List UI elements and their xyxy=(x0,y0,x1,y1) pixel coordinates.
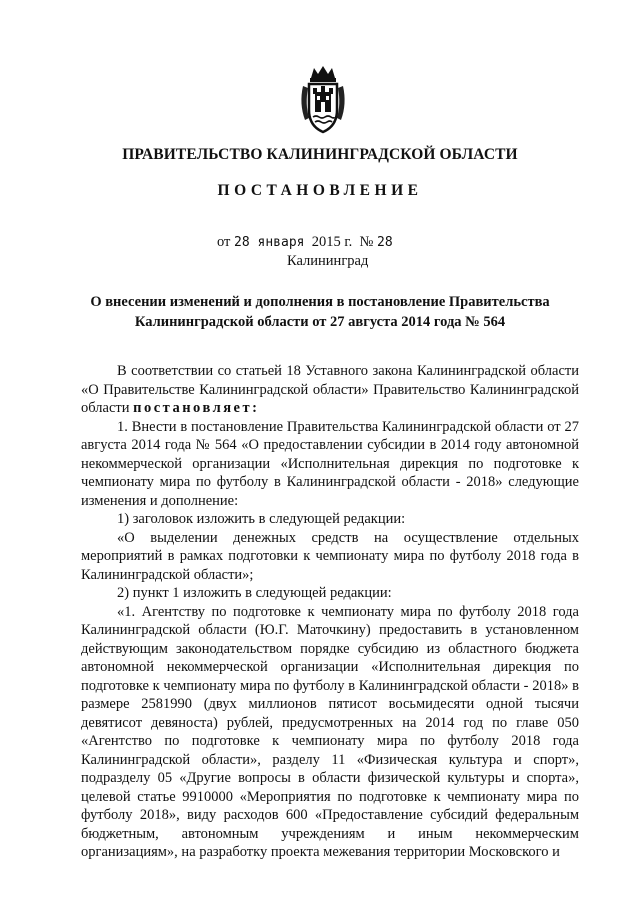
paragraph-3: «О выделении денежных средств на осуществление отдельных мероприятий в рамках подготовки к чемпионату мира по футболу 2018 года в Калининградской области»; xyxy=(81,529,579,583)
document-number: 28 xyxy=(377,235,393,250)
date-day-month: 28 января xyxy=(234,235,305,250)
preamble-text: В соответствии со статьей 18 Уставного закона Калининградской области «О Правительстве Калининградской области» Правительство Калининградской области xyxy=(81,363,579,416)
government-name: ПРАВИТЕЛЬСТВО КАЛИНИНГРАДСКОЙ ОБЛАСТИ xyxy=(122,146,518,163)
date-prefix: от xyxy=(217,234,231,250)
paragraph-preamble xyxy=(81,362,579,418)
title-line-1: О внесении изменений и дополнения в постановление Правительства xyxy=(90,294,550,310)
paragraph-5: «1. Агентству по подготовке к чемпионату мира по футболу 2018 года Калининградской области (Ю.Г. Маточкину) предоставить в установленном действующим законодательством порядке субсидию из областного бюджета автономной некоммерческой организации «Исполнительная дирекция по подготовке к чемпионату мира по футболу в Калининградской области - 2018» в размере 2581990 (двух миллионов пятисот восьмидесяти одной тысячи девятисот девяноста) рублей, предусмотренных на 2014 год по главе 050 «Агентство по подготовке к чемпионату мира по футболу 2018 года Калининградской области», разделу 11 «Физическая культура и спорт», подразделу 05 «Другие вопросы в области физической культуры и спорта», целевой статье 9910000 «Мероприятия по подготовке к чемпионату мира по футболу 2018», виду расходов 600 «Предоставление субсидий федеральным бюджетным, автономным учреждениям и иным некоммерческим организациям», на разработку проекта межевания территории Московского и xyxy=(81,603,579,860)
date-line xyxy=(217,234,393,251)
coat-of-arms-icon xyxy=(297,64,349,136)
city: Калининград xyxy=(287,253,369,269)
number-prefix: № xyxy=(359,234,374,250)
preamble-decree: постановляет: xyxy=(133,400,260,416)
document-type: ПОСТАНОВЛЕНИЕ xyxy=(217,182,423,199)
paragraph-1: 1. Внести в постановление Правительства Калининградской области от 27 августа 2014 года № 564 «О предоставлении субсидии в 2014 году автономной некоммерческой организации «Исполнительная дирекция по подготовке к чемпионату мира по футболу в Калининградской области - 2018» следующие изменения и дополнение: xyxy=(81,418,579,509)
date-year: 2015 г. xyxy=(311,234,353,250)
title-line-2: Калининградской области от 27 августа 2014 года № 564 xyxy=(134,314,506,330)
paragraph-4: 2) пункт 1 изложить в следующей редакции: xyxy=(117,585,392,601)
document-body xyxy=(81,362,579,862)
paragraph-2: 1) заголовок изложить в следующей редакции: xyxy=(117,511,406,527)
document-title xyxy=(0,292,640,332)
